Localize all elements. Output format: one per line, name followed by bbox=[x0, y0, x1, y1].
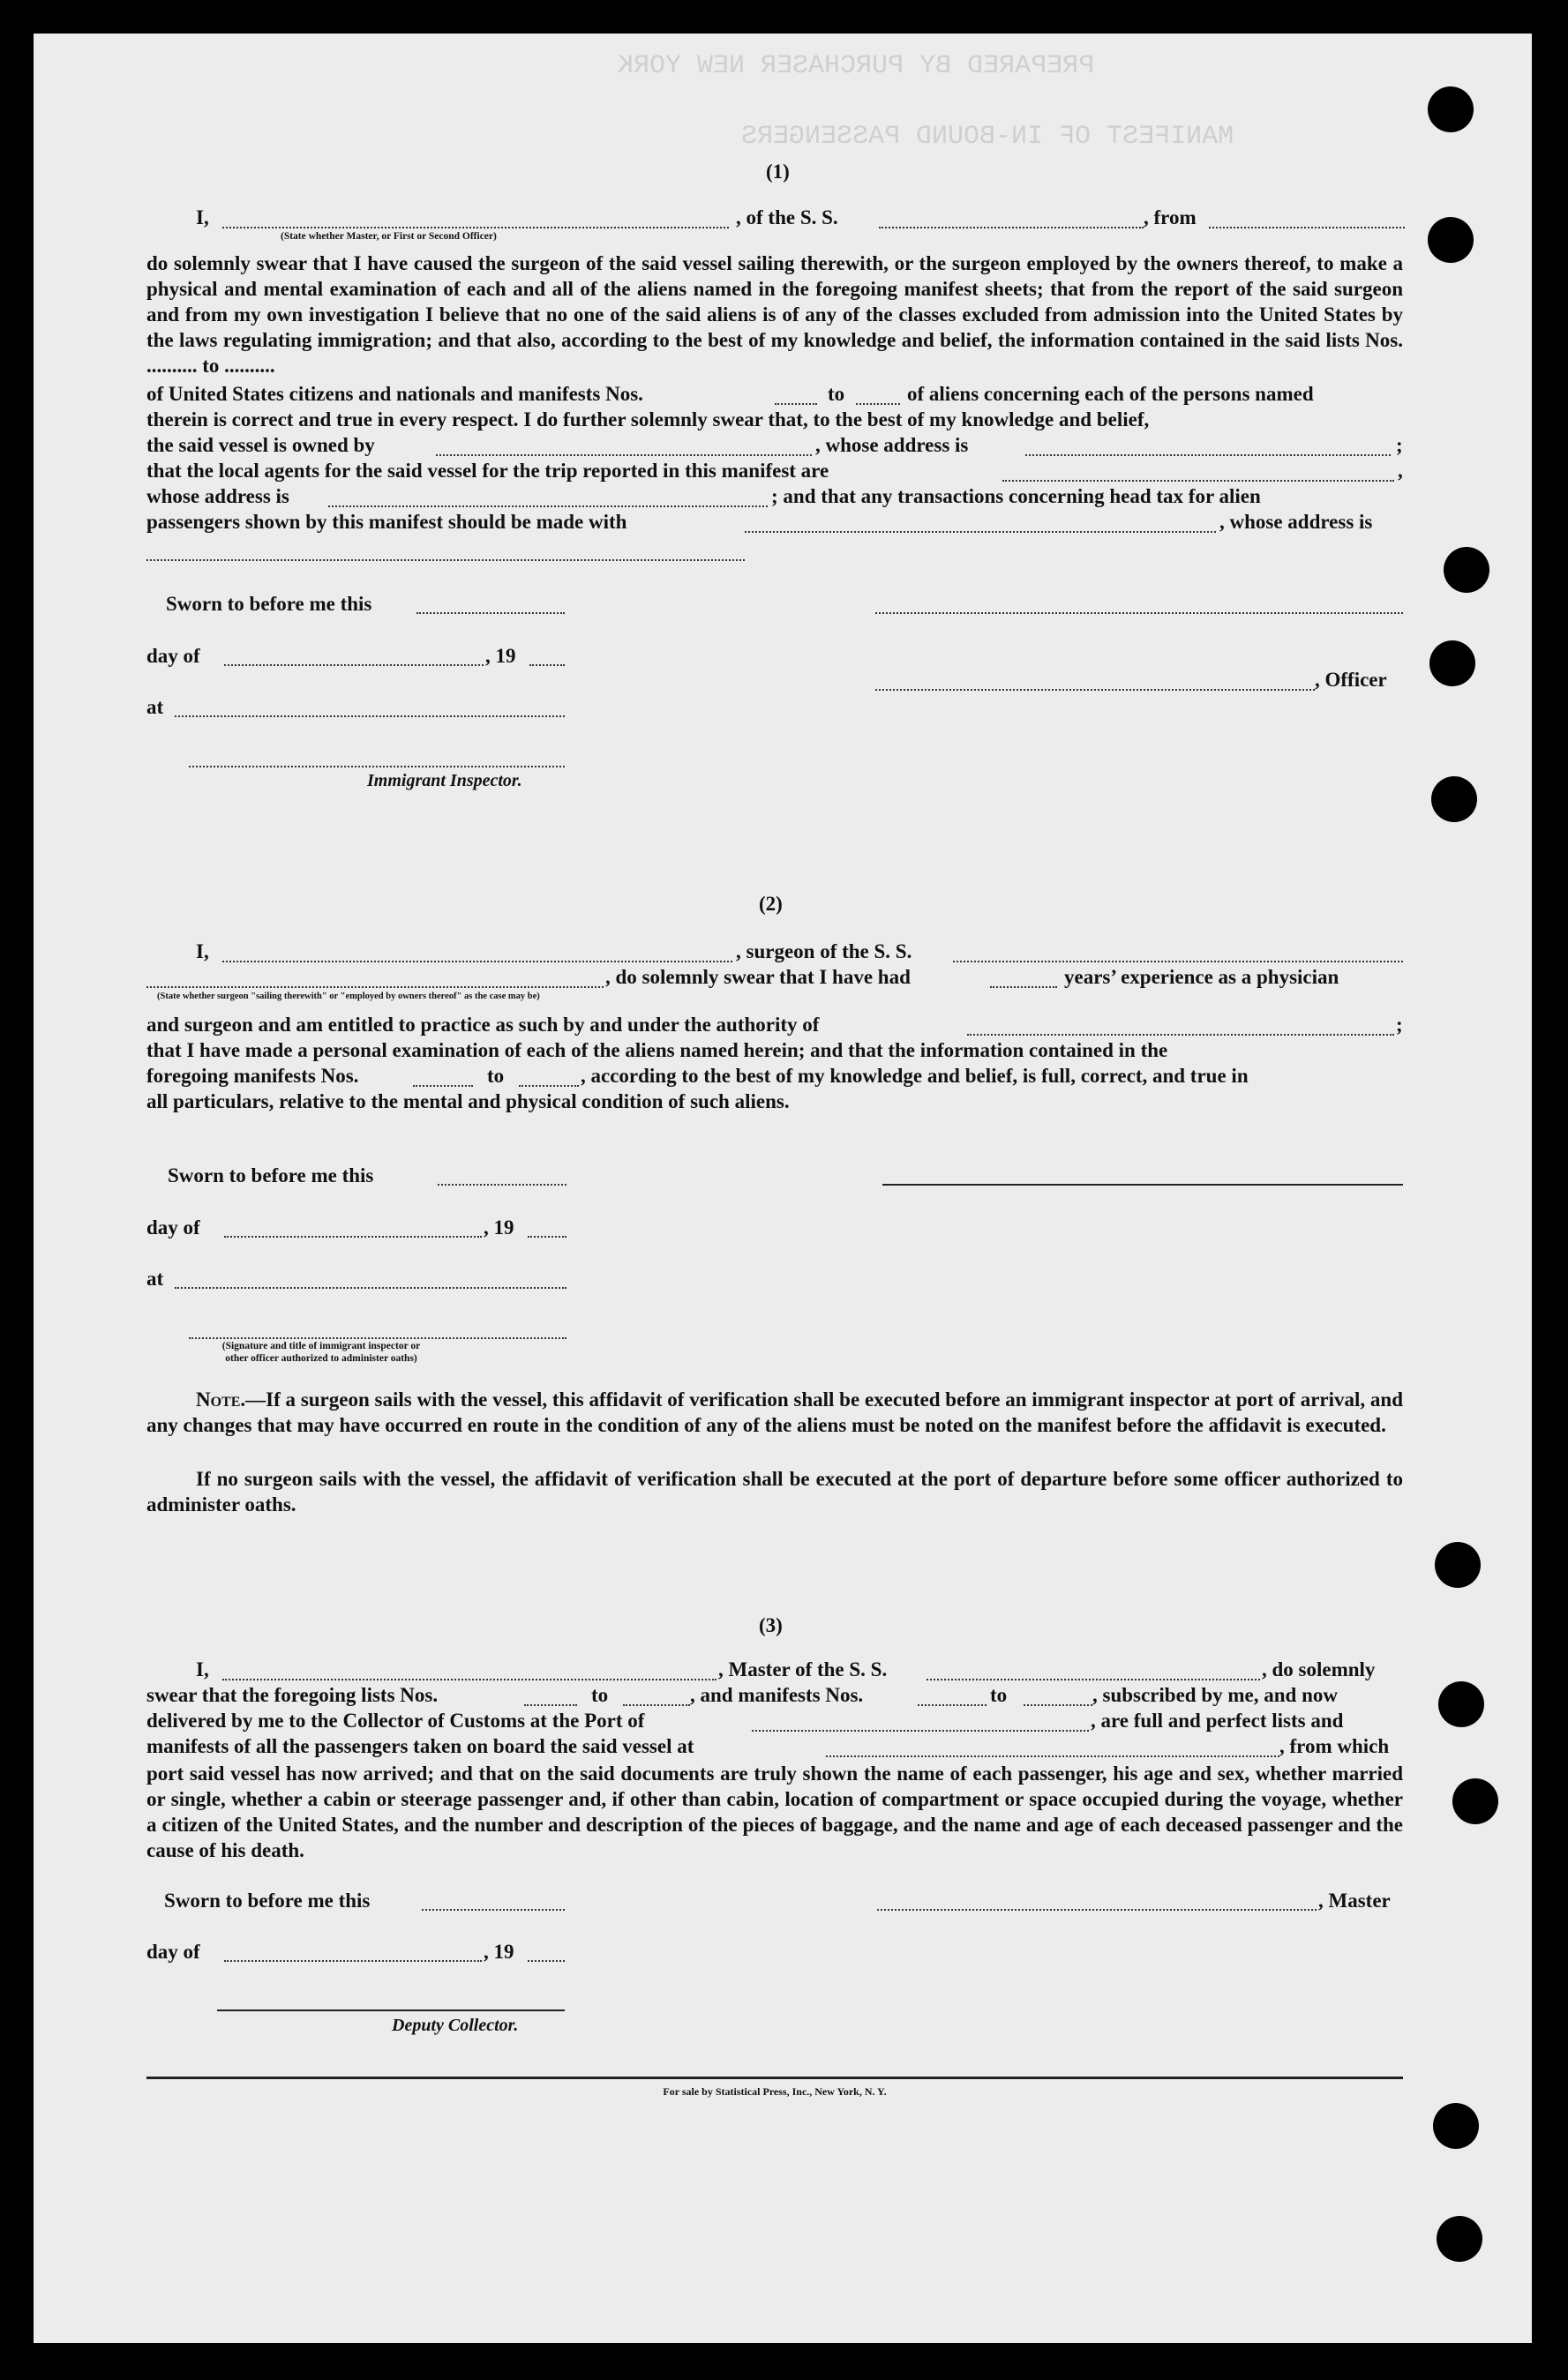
s2-sig-note-1: (Signature and title of immigrant inspector or bbox=[221, 1341, 421, 1351]
s3-year: , 19 bbox=[484, 1941, 514, 1963]
s2-l5-a: foregoing manifests Nos. bbox=[146, 1065, 359, 1087]
punch-hole bbox=[1433, 2103, 1479, 2149]
s3-manifests-to-field[interactable] bbox=[1024, 1704, 1092, 1706]
s3-sworn-date-field[interactable] bbox=[422, 1909, 565, 1911]
punch-hole bbox=[1435, 1542, 1481, 1588]
s2-l2-swear: , do solemnly swear that I have had bbox=[605, 966, 911, 988]
surgeon-name-field[interactable] bbox=[222, 961, 732, 962]
years-experience-field[interactable] bbox=[990, 986, 1057, 988]
s1-owned-end: ; bbox=[1396, 434, 1403, 456]
s1-owned-addr: , whose address is bbox=[815, 434, 969, 456]
section-2-number: (2) bbox=[759, 893, 783, 915]
manifest-no-from-field[interactable] bbox=[775, 403, 817, 405]
surgeon-type-field[interactable] bbox=[146, 986, 604, 988]
from-port-field[interactable] bbox=[1209, 227, 1405, 228]
section-3-number: (3) bbox=[759, 1614, 783, 1636]
s2-place-field[interactable] bbox=[175, 1287, 566, 1289]
s2-l1-I: I, bbox=[196, 940, 209, 962]
s2-l5-to: to bbox=[487, 1065, 505, 1087]
s3-embark-port-field[interactable] bbox=[826, 1755, 1279, 1757]
printer-credit: For sale by Statistical Press, Inc., New York, N. Y. bbox=[663, 2085, 887, 2098]
s3-collector-sign-line[interactable] bbox=[217, 2010, 565, 2011]
s3-port-field[interactable] bbox=[752, 1730, 1089, 1732]
s2-l5-b: , according to the best of my knowledge and belief, is full, correct, and true in bbox=[581, 1065, 1249, 1087]
note-text: —If a surgeon sails with the vessel, this affidavit of verification shall be executed before an immigrant inspector at port of arrival, and any changes that may have occurred en route in the condition of any of the aliens must be noted on the manifest before the affidavit is executed. bbox=[146, 1388, 1403, 1436]
s2-at: at bbox=[146, 1268, 164, 1290]
s3-l2-c: , subscribed by me, and now bbox=[1092, 1684, 1338, 1706]
s3-day-month-field[interactable] bbox=[224, 1960, 482, 1962]
punch-hole bbox=[1428, 86, 1474, 132]
s1-body: do solemnly swear that I have caused the surgeon of the said vessel sailing therewith, or the surgeon employed by the owners thereof, to make a physical and mental examination of each and all of the aliens named in the foregoing manifest sheets; that from the report of the said surgeon and from my own investigation I believe that no one of the said aliens is of any of the classes excluded from admission into the United States by the laws regulating immigration; and that also, according to the best of my knowledge and belief, the information contained in the said lists Nos. .......... to .......... bbox=[146, 252, 1403, 377]
s2-l4: that I have made a personal examination of each of the aliens named herein; and that the information contained in the bbox=[146, 1039, 1168, 1061]
s2-dayof: day of bbox=[146, 1216, 200, 1239]
s2-l1-surgeon: , surgeon of the S. S. bbox=[736, 940, 912, 962]
s2-surgeon-sign-line[interactable] bbox=[882, 1184, 1403, 1186]
s1-officer: , Officer bbox=[1315, 669, 1387, 691]
s1-agents-end: , bbox=[1398, 460, 1403, 482]
s1-citizens-to: to bbox=[828, 383, 845, 405]
punch-hole bbox=[1438, 1681, 1484, 1727]
s3-sworn: Sworn to before me this bbox=[164, 1890, 371, 1912]
s2-inspector-sign-field[interactable] bbox=[189, 1337, 566, 1339]
s2-l3: and surgeon and am entitled to practice as such by and under the authority of bbox=[146, 1014, 820, 1036]
punch-hole bbox=[1444, 547, 1489, 593]
authority-field[interactable] bbox=[967, 1034, 1394, 1036]
s1-citizens-end: of aliens concerning each of the persons named bbox=[907, 383, 1314, 405]
surgeon-type-note: (State whether surgeon "sailing therewith" or "employed by owners thereof" as the case may be) bbox=[157, 992, 540, 1001]
note-label: Note. bbox=[196, 1388, 246, 1411]
s3-manifests-from-field[interactable] bbox=[918, 1704, 987, 1706]
bleed-through-header: PREPARED BY PURCHASER NEW YORK bbox=[618, 51, 1095, 81]
s3-l2-to1: to bbox=[591, 1684, 609, 1706]
deputy-collector-label: Deputy Collector. bbox=[392, 2016, 519, 2035]
s3-ship-name-field[interactable] bbox=[927, 1679, 1260, 1680]
ship-name-field[interactable] bbox=[879, 227, 1144, 228]
s1-sworn-date-field[interactable] bbox=[416, 612, 565, 614]
s3-l4-a: manifests of all the passengers taken on board the said vessel at bbox=[146, 1735, 694, 1757]
s1-passengers-end: , whose address is bbox=[1219, 511, 1373, 533]
punch-hole bbox=[1437, 2216, 1482, 2262]
s1-line1-from: , from bbox=[1144, 206, 1197, 228]
s2-sworn: Sworn to before me this bbox=[168, 1164, 374, 1186]
bleed-through-manifest: MANIFEST OF IN-BOUND PASSENGERS bbox=[741, 122, 1234, 152]
s2-year: , 19 bbox=[484, 1216, 514, 1239]
s1-place-field[interactable] bbox=[175, 715, 565, 717]
head-tax-address-field[interactable] bbox=[146, 559, 745, 561]
s2-l3-end: ; bbox=[1396, 1014, 1403, 1036]
punch-hole bbox=[1431, 776, 1477, 822]
s2-sworn-date-field[interactable] bbox=[438, 1184, 566, 1186]
s1-inspector-sign-field[interactable] bbox=[189, 766, 565, 767]
s3-l2-a: swear that the foregoing lists Nos. bbox=[146, 1684, 439, 1706]
s1-citizens: of United States citizens and nationals and manifests Nos. bbox=[146, 383, 643, 405]
punch-hole bbox=[1429, 640, 1475, 686]
s2-l2-years: years’ experience as a physician bbox=[1064, 966, 1339, 988]
s1-sworn: Sworn to before me this bbox=[166, 593, 372, 615]
s1-dayof: day of bbox=[146, 645, 200, 667]
s1-at: at bbox=[146, 696, 164, 718]
s1-line1-I: I, bbox=[196, 206, 209, 228]
s1-line1-ss: , of the S. S. bbox=[736, 206, 838, 228]
s3-year-field[interactable] bbox=[528, 1960, 565, 1962]
s3-l3-a: delivered by me to the Collector of Customs at the Port of bbox=[146, 1710, 645, 1732]
agents-address-field[interactable] bbox=[328, 505, 768, 507]
s1-officer-sign-field[interactable] bbox=[875, 612, 1403, 614]
footer-rule bbox=[146, 2077, 1403, 2079]
s1-passengers: passengers shown by this manifest should be made with bbox=[146, 511, 627, 533]
s2-day-month-field[interactable] bbox=[224, 1236, 482, 1238]
punch-hole bbox=[1428, 217, 1474, 263]
s3-body: port said vessel has now arrived; and that on the said documents are truly shown the name of each passenger, his age and sex, whether married or single, whether a cabin or steerage passenger and, if other than cabin, location of compartment or space occupied during the voyage, whether a citizen of the United States, and the number and description of the pieces of baggage, and the name and age of each deceased passenger and the cause of his death. bbox=[146, 1763, 1403, 1861]
s2-year-field[interactable] bbox=[528, 1236, 566, 1238]
s3-dayof: day of bbox=[146, 1941, 200, 1963]
owner-address-field[interactable] bbox=[1025, 454, 1391, 456]
s2-l6: all particulars, relative to the mental and physical condition of such aliens. bbox=[146, 1090, 790, 1112]
s1-year-field[interactable] bbox=[529, 664, 565, 666]
s3-master-sign-field[interactable] bbox=[877, 1909, 1317, 1911]
s3-l4-b: , from which bbox=[1279, 1735, 1390, 1757]
s2-ship-name-field[interactable] bbox=[953, 961, 1403, 962]
s1-whose-end: ; and that any transactions concerning head tax for alien bbox=[771, 485, 1261, 507]
s1-therein: therein is correct and true in every respect. I do further solemnly swear that, to the best of my knowledge and belief, bbox=[146, 408, 1150, 430]
s3-lists-to-field[interactable] bbox=[623, 1704, 690, 1706]
s3-l3-b: , are full and perfect lists and bbox=[1091, 1710, 1344, 1732]
master-name-field[interactable] bbox=[222, 1679, 716, 1680]
s1-day-month-field[interactable] bbox=[224, 664, 484, 666]
owner-field[interactable] bbox=[436, 454, 812, 456]
surgeon-note bbox=[146, 1387, 1403, 1438]
s3-l2-to2: to bbox=[990, 1684, 1008, 1706]
s3-master-label: , Master bbox=[1318, 1890, 1391, 1912]
officer-name-field[interactable] bbox=[222, 227, 729, 228]
s2-manifest-from-field[interactable] bbox=[413, 1085, 473, 1087]
s2-manifest-to-field[interactable] bbox=[519, 1085, 579, 1087]
s3-l2-b: , and manifests Nos. bbox=[690, 1684, 864, 1706]
s1-agents: that the local agents for the said vessel for the trip reported in this manifest are bbox=[146, 460, 829, 482]
agents-field[interactable] bbox=[1002, 480, 1394, 482]
s1-year: , 19 bbox=[485, 645, 516, 667]
s3-l1-I: I, bbox=[196, 1658, 209, 1680]
immigrant-inspector-label: Immigrant Inspector. bbox=[367, 771, 522, 790]
s3-l1-end: , do solemnly bbox=[1262, 1658, 1376, 1680]
officer-rank-note: (State whether Master, or First or Second Officer) bbox=[281, 231, 497, 242]
s1-owned: the said vessel is owned by bbox=[146, 434, 375, 456]
section-1-number: (1) bbox=[766, 161, 790, 183]
surgeon-note-2: If no surgeon sails with the vessel, the affidavit of verification shall be executed at the port of departure before some officer authorized to administer oaths. bbox=[146, 1468, 1403, 1516]
s3-lists-from-field[interactable] bbox=[524, 1704, 577, 1706]
head-tax-agent-field[interactable] bbox=[745, 531, 1216, 533]
punch-hole bbox=[1452, 1778, 1498, 1824]
s3-l1-master: , Master of the S. S. bbox=[718, 1658, 888, 1680]
s1-officer-title-field[interactable] bbox=[875, 689, 1315, 691]
s2-sig-note-2: other officer authorized to administer oaths) bbox=[225, 1353, 417, 1364]
manifest-no-to-field[interactable] bbox=[856, 403, 900, 405]
s1-whose: whose address is bbox=[146, 485, 289, 507]
